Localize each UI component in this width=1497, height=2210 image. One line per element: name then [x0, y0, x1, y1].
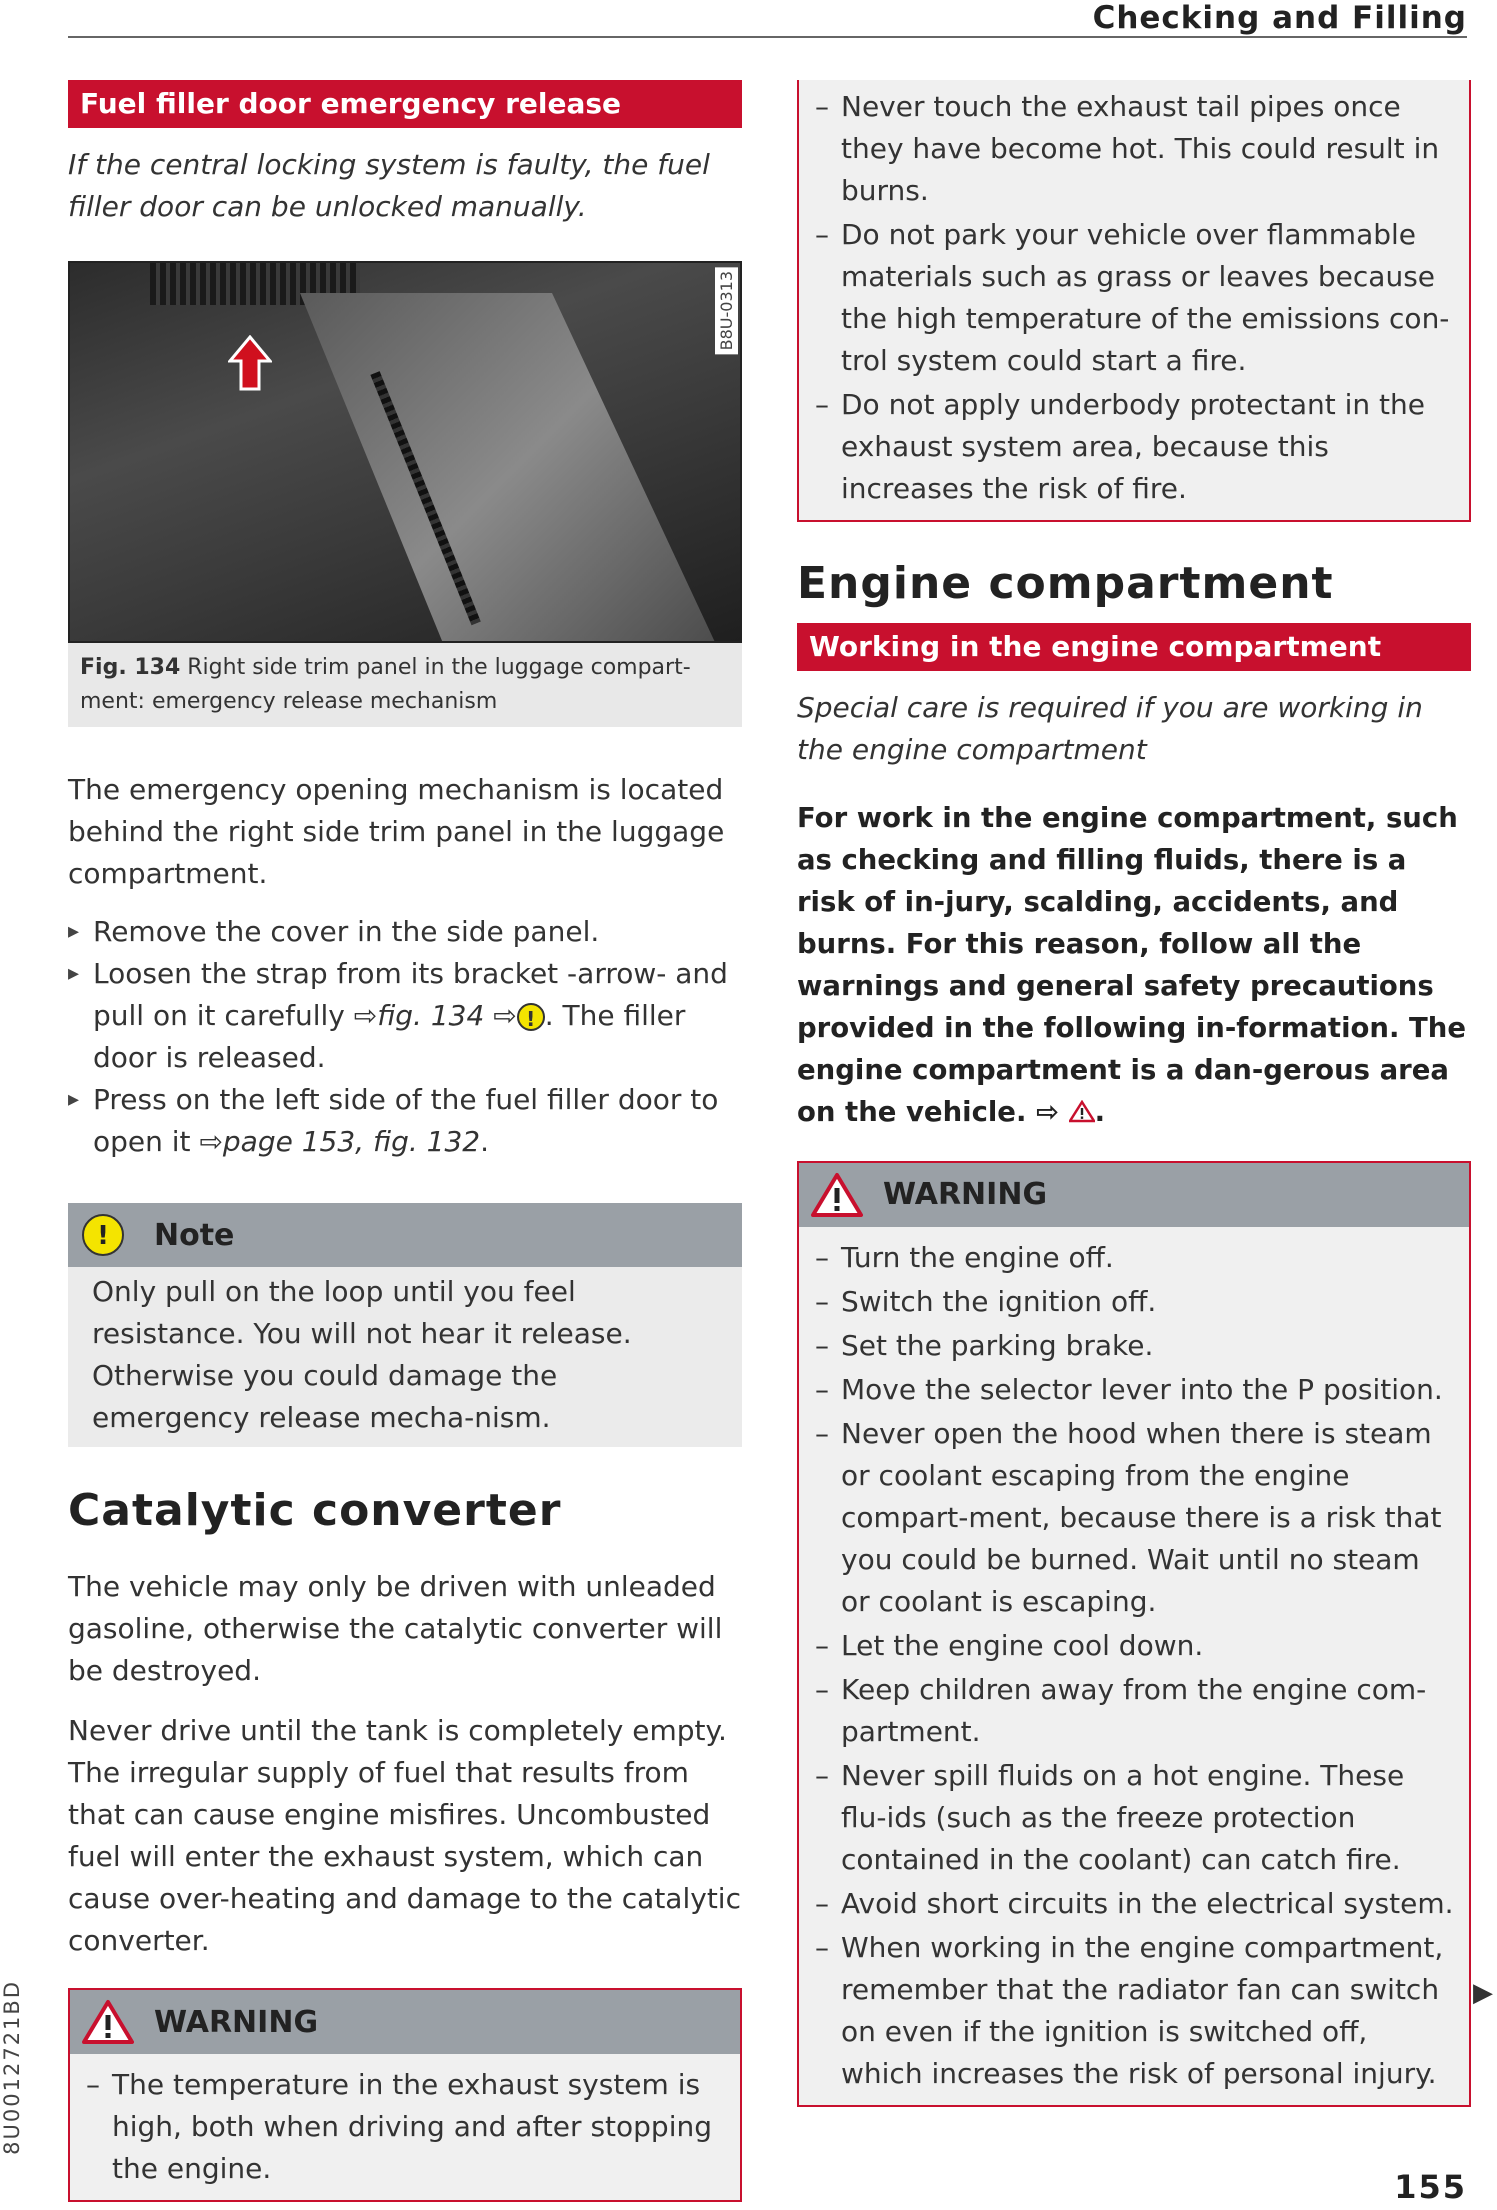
list-item: – Avoid short circuits in the electrical system. [815, 1883, 1455, 1925]
warning-triangle-icon [811, 1172, 863, 1218]
figure-caption-text: Right side trim panel in the luggage compart-ment: emergency release mechanism [80, 655, 691, 714]
engine-safety-paragraph: For work in the engine compartment, such as checking and filling fluids, there is a risk of in-jury, scalding, accidents, and burns. For this reason, follow all the warnings and general safety precautions provided in the following in-formation. The engine compartment is a dan-gerous area on the vehicle. ⇨ . [797, 802, 1466, 1128]
figure-caption [68, 643, 742, 727]
list-item: – Switch the ignition off. [815, 1281, 1455, 1323]
release-arrow-icon [228, 335, 272, 391]
running-header: Checking and Filling [1092, 0, 1467, 36]
list-item: – When working in the engine compartment, remember that the radiator fan can switch on even if the ignition is switched off, which increases the risk of personal injury. [815, 1927, 1455, 2095]
left-column [68, 80, 742, 2202]
warning-ref-icon[interactable] [1069, 1100, 1095, 1123]
engine-safety-text: For work in the engine compartment, such as checking and filling fluids, there is a risk of in-jury, scalding, accidents, and burns. For this reason, follow all the warnings and general safety precautions provided in the following in-formation. The engine compartment is a dan-gerous area on the vehicle. [797, 802, 1466, 1128]
list-item: – Let the engine cool down. [815, 1625, 1455, 1667]
note-body: Only pull on the loop until you feel resistance. You will not hear it release. Otherwise you could damage the emergency release mecha-nism. [92, 1275, 632, 1434]
right-column [797, 80, 1471, 2107]
engine-section-title: Working in the engine compartment [797, 623, 1471, 671]
page-153-link[interactable]: ⇨page 153, fig. 132 [199, 1125, 481, 1158]
exclamation-icon: ! [82, 1214, 124, 1256]
step-text: Press on the left side of the fuel filler door to open it [93, 1083, 719, 1158]
document-code: 8U0012721BD [0, 1980, 24, 2155]
fuel-section-paragraph: The emergency opening mechanism is located behind the right side trim panel in the luggage compartment. [68, 773, 725, 890]
fuel-steps-list [68, 911, 742, 1163]
photo-trim-panel [300, 293, 720, 643]
list-item: – Keep children away from the engine com-partment. [815, 1669, 1455, 1753]
catalytic-heading: Catalytic converter [68, 1485, 562, 1536]
warning-box-right [797, 1161, 1471, 2107]
warning-box-continued [797, 80, 1471, 522]
warning-list [70, 2054, 740, 2200]
figure-id: B8U-0313 [715, 267, 738, 354]
warning-header [70, 1990, 740, 2054]
note-box [68, 1203, 742, 1447]
warning-header [799, 1163, 1469, 1227]
step-text: . [480, 1125, 489, 1158]
warning-list [799, 1227, 1469, 2105]
step-text: Loosen the strap from its bracket -arrow- and pull on it carefully [93, 957, 728, 1032]
figure-134 [68, 261, 742, 727]
list-item: – Turn the engine off. [815, 1237, 1455, 1279]
warning-triangle-icon [82, 1999, 134, 2045]
warning-ref-arrow[interactable]: ⇨ [1026, 1096, 1060, 1128]
list-item: – Never open the hood when there is steam or coolant escaping from the engine compart-ment, because there is a risk that you could be burned. Wait until no steam or coolant is escaping. [815, 1413, 1455, 1623]
fuel-section-title: Fuel filler door emergency release [68, 80, 742, 128]
list-item: – Set the parking brake. [815, 1325, 1455, 1367]
note-ref-icon[interactable]: ! [517, 1003, 545, 1031]
step-text: . The filler door is released. [93, 999, 686, 1074]
step-text: Remove the cover in the side panel. [93, 915, 600, 948]
list-item: – Never spill fluids on a hot engine. These flu-ids (such as the freeze protection contained in the coolant) can catch fire. [815, 1755, 1455, 1881]
warning-title: WARNING [883, 1177, 1048, 1212]
trim-panel-photo [68, 261, 742, 643]
list-item: – Never touch the exhaust tail pipes once they have become hot. This could result in burns. [815, 86, 1455, 212]
fig-134-link[interactable]: ⇨fig. 134 [353, 999, 485, 1032]
list-item [68, 1079, 742, 1163]
note-ref-arrow[interactable]: ⇨ [484, 999, 517, 1032]
catalytic-para-1: The vehicle may only be driven with unleaded gasoline, otherwise the catalytic converter will be destroyed. [68, 1570, 723, 1687]
continue-arrow-icon: ▶ [1473, 1978, 1493, 2008]
note-header [68, 1203, 742, 1267]
engine-compartment-heading: Engine compartment [797, 558, 1334, 609]
catalytic-para-2: Never drive until the tank is completely empty. The irregular supply of fuel that results from that can cause engine misfires. Uncombusted fuel will enter the exhaust system, which can cause over-heating and damage to the catalytic converter. [68, 1714, 741, 1957]
list-item [68, 911, 742, 953]
header-rule [68, 36, 1467, 38]
note-title: Note [154, 1217, 235, 1253]
warning-box-left [68, 1988, 742, 2202]
list-item: – The temperature in the exhaust system is high, both when driving and after stopping the engine. [86, 2064, 726, 2190]
figure-label: Fig. 134 [80, 655, 181, 680]
fuel-section-intro: If the central locking system is faulty, the fuel filler door can be unlocked manually. [68, 148, 710, 223]
warning-title: WARNING [154, 2004, 319, 2040]
list-item [68, 953, 742, 1079]
list-item: – Move the selector lever into the P position. [815, 1369, 1455, 1411]
list-item: – Do not apply underbody protectant in the exhaust system area, because this increases the risk of fire. [815, 384, 1455, 510]
page-number: 155 [1394, 2168, 1467, 2206]
list-item: – Do not park your vehicle over flammable materials such as grass or leaves because the high temperature of the emissions con-trol system could start a fire. [815, 214, 1455, 382]
engine-section-intro: Special care is required if you are working in the engine compartment [797, 691, 1423, 766]
warning-list [799, 80, 1469, 520]
